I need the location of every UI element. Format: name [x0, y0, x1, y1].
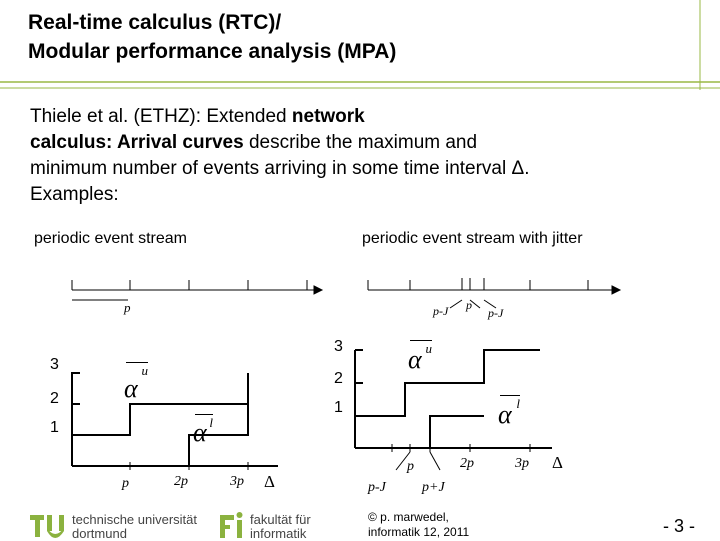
body-line-1: Thiele et al. (ETHZ): Extended: [30, 106, 292, 127]
tu-wordmark-line-1: technische universität: [72, 512, 198, 527]
body-line-4: Examples:: [30, 184, 119, 205]
right-x-delta: Δ: [552, 453, 563, 472]
right-y-3: 3: [334, 338, 343, 355]
left-x-delta: Δ: [264, 472, 275, 491]
page-number: - 3 -: [663, 516, 696, 536]
right-graph: [355, 350, 552, 448]
right-interval-pj-left: p-J: [433, 304, 449, 318]
left-y-1: 1: [50, 419, 59, 436]
left-y-3: 3: [50, 356, 59, 373]
body-line-2: describe the maximum and: [243, 132, 478, 153]
title-line-2: Modular performance analysis (MPA): [28, 40, 397, 63]
copyright-line-1: © p. marwedel,: [368, 510, 449, 524]
right-x-p-plus-j: p+J: [422, 480, 445, 495]
left-alpha-upper-sup: u: [126, 362, 148, 379]
copyright-line-2: informatik 12, 2011: [368, 525, 470, 539]
left-caption: periodic event stream: [34, 230, 187, 247]
body-line-2-bold: calculus: Arrival curves: [30, 132, 244, 153]
right-x-2p: 2p: [460, 456, 474, 471]
copyright-notice: [368, 510, 469, 540]
left-x-2p: 2p: [174, 474, 188, 489]
faculty-wordmark: [250, 513, 311, 541]
right-y-2: 2: [334, 370, 343, 387]
faculty-wordmark-line-1: fakultät für: [250, 512, 311, 527]
body-line-1-bold: network: [291, 106, 365, 127]
title-line-1: Real-time calculus (RTC)/: [28, 11, 282, 34]
right-y-1: 1: [334, 399, 343, 416]
right-caption: periodic event stream with jitter: [362, 230, 583, 247]
left-x-p: p: [122, 476, 129, 491]
left-alpha-lower-sup: l: [195, 414, 213, 431]
right-alpha-lower: α: [498, 400, 512, 429]
right-x-p: p: [407, 459, 414, 474]
tu-wordmark-line-2: dortmund: [72, 526, 127, 541]
right-alpha-upper: α: [408, 345, 422, 374]
tu-logo-mark: [30, 515, 64, 538]
left-timeline: [72, 280, 322, 300]
fi-logo-mark: [220, 512, 243, 538]
right-x-p-minus-j: p-J: [368, 480, 386, 495]
left-graph: [72, 372, 278, 466]
faculty-wordmark-line-2: informatik: [250, 526, 307, 541]
right-timeline: [368, 278, 620, 308]
left-period-label: p: [124, 300, 131, 315]
right-alpha-upper-sup: u: [410, 340, 432, 357]
right-interval-pj-right: p-J: [488, 306, 504, 320]
left-x-3p: 3p: [230, 474, 244, 489]
right-alpha-lower-sup: l: [500, 395, 520, 412]
left-alpha-upper: α: [124, 374, 138, 403]
left-alpha-lower: α: [193, 418, 207, 447]
right-interval-p: p: [466, 298, 472, 312]
body-line-3: minimum number of events arriving in some time interval Δ.: [30, 158, 530, 179]
tu-dortmund-wordmark: [72, 513, 197, 541]
left-y-2: 2: [50, 390, 59, 407]
right-x-3p: 3p: [515, 456, 529, 471]
